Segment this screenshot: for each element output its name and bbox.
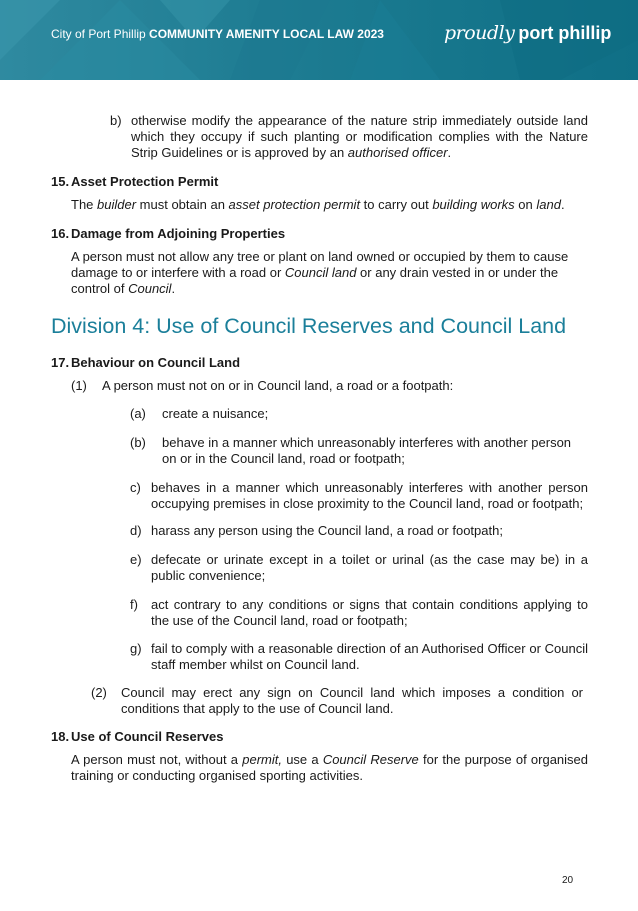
section-16-title: Damage from Adjoining Properties: [71, 226, 286, 241]
list-item-e-text: defecate or urinate except in a toilet or urinal (as the case may be) in a public convenience;: [151, 552, 588, 583]
section-15-text: The builder must obtain an asset protection permit to carry out building works on land.: [71, 197, 565, 212]
item-b-label: b): [110, 113, 122, 128]
section-16-text: A person must not allow any tree or plant on land owned or occupied by them to cause damage to or interfere with a road or Council land or any drain vested in or under the control of Council.: [71, 249, 569, 296]
list-item-a-text: create a nuisance;: [162, 406, 269, 421]
list-item-a-label: (a): [130, 406, 146, 421]
section-18-number: 18.: [51, 729, 70, 744]
section-15-number: 15.: [51, 174, 70, 189]
subsection-2-text: Council may erect any sign on Council land which imposes a condition or conditions that apply to the use of Council land.: [121, 685, 583, 716]
list-item-g-text: fail to comply with a reasonable direction of an Authorised Officer or Council staff member whilst on Council land.: [151, 641, 588, 672]
list-item-f-text: act contrary to any conditions or signs that contain conditions applying to the use of the Council land, road or footpath;: [151, 597, 588, 628]
division-heading: Division 4: Use of Council Reserves and Council Land: [51, 314, 567, 338]
list-item-f-label: f): [130, 597, 138, 612]
list-item-e-label: e): [130, 552, 142, 567]
section-15-title: Asset Protection Permit: [71, 174, 219, 189]
list-item-d-label: d): [130, 523, 142, 538]
list-item-g-label: g): [130, 641, 142, 656]
law-title: COMMUNITY AMENITY LOCAL LAW 2023: [149, 27, 384, 41]
subsection-1-label: (1): [71, 378, 87, 393]
logo-script-text: proudly: [444, 22, 515, 44]
subsection-2-label: (2): [91, 685, 107, 700]
subsection-1-text: A person must not on or in Council land, a road or a footpath:: [102, 378, 454, 393]
section-16-number: 16.: [51, 226, 70, 241]
section-18-text: A person must not, without a permit, use a Council Reserve for the purpose of organised training or conducting organised sporting activities.: [71, 752, 589, 783]
header-banner: [0, 0, 638, 80]
logo-brand-text: port phillip: [518, 23, 612, 43]
list-item-c-label: c): [130, 480, 141, 495]
item-b-text: otherwise modify the appearance of the nature strip immediately outside land which they occupy if such planting or modification complies with the Nature Strip Guidelines or is approved by an authorised officer.: [131, 113, 588, 160]
list-item-d-text: harass any person using the Council land, a road or footpath;: [151, 523, 503, 538]
section-17-title: Behaviour on Council Land: [71, 355, 241, 370]
page-number: 20: [562, 875, 574, 886]
section-17-number: 17.: [51, 355, 70, 370]
city-name: City of Port Phillip: [51, 27, 150, 41]
list-item-b-text: behave in a manner which unreasonably interferes with another person on or in the Council land, road or footpath;: [162, 435, 572, 466]
proudly-port-phillip-logo: [444, 22, 611, 44]
document-title: [51, 27, 384, 41]
section-18-title: Use of Council Reserves: [71, 729, 224, 744]
list-item-b-label: (b): [130, 435, 146, 450]
list-item-c-text: behaves in a manner which unreasonably interferes with another person occupying premises in close proximity to the Council land, road or footpath;: [151, 480, 588, 511]
